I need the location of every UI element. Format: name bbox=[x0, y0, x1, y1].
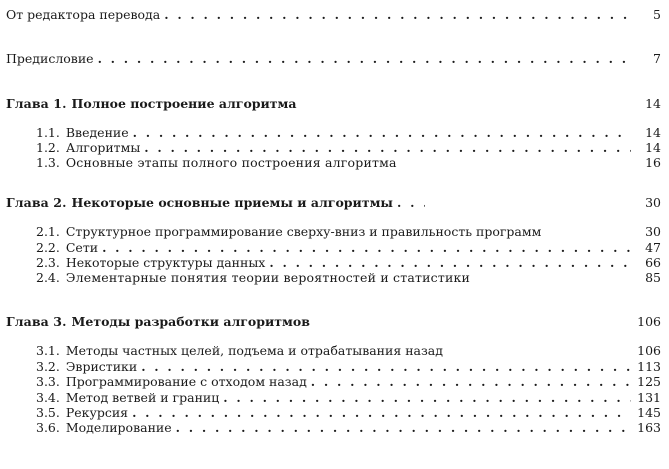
dot-leader bbox=[144, 141, 631, 155]
page-number: 14 bbox=[645, 125, 661, 140]
dot-leader bbox=[98, 52, 631, 66]
page-number: 7 bbox=[653, 51, 661, 66]
page-number: 131 bbox=[637, 390, 661, 405]
section-title: Программирование с отходом назад bbox=[65, 374, 307, 389]
toc-chapter-1 bbox=[6, 95, 661, 111]
section-number: 2.3. bbox=[36, 255, 60, 270]
dot-leader bbox=[132, 406, 631, 420]
section-title: Методы частных целей, подъема и отрабатывания назад bbox=[65, 343, 443, 358]
toc-section bbox=[36, 419, 661, 435]
dot-leader bbox=[176, 421, 631, 435]
page-number: 106 bbox=[637, 343, 661, 358]
dot-leader bbox=[141, 360, 631, 374]
section-number: 1.2. bbox=[36, 140, 60, 155]
section-title: Структурное программирование сверху-вниз и правильность программ bbox=[65, 224, 542, 239]
dot-leader bbox=[311, 375, 631, 389]
dot-leader bbox=[102, 241, 631, 255]
section-number: 1.1. bbox=[36, 125, 60, 140]
section-title: Моделирование bbox=[65, 420, 172, 435]
page-number: 30 bbox=[645, 195, 661, 210]
toc-section bbox=[36, 342, 661, 358]
page-number: 14 bbox=[645, 140, 661, 155]
section-number: 3.1. bbox=[36, 343, 60, 358]
chapter-label: Глава 3. bbox=[6, 314, 67, 329]
toc-section bbox=[36, 389, 661, 405]
page-number: 30 bbox=[645, 224, 661, 239]
toc-section bbox=[36, 124, 661, 140]
leader-space bbox=[433, 196, 631, 210]
page-number: 106 bbox=[637, 314, 661, 329]
chapter-label: Глава 1. bbox=[6, 96, 67, 111]
toc-entry-front-editor bbox=[6, 6, 661, 22]
section-title: Некоторые структуры данных bbox=[65, 255, 266, 270]
section-number: 1.3. bbox=[36, 155, 60, 170]
chapter-label: Глава 2. bbox=[6, 195, 67, 210]
leader-space bbox=[301, 97, 631, 111]
section-title: Метод ветвей и границ bbox=[65, 390, 220, 405]
page-number: 85 bbox=[645, 270, 661, 285]
toc-chapter-3 bbox=[6, 313, 661, 329]
leader-space bbox=[545, 225, 631, 239]
section-title: Алгоритмы bbox=[65, 140, 141, 155]
section-number: 3.3. bbox=[36, 374, 60, 389]
leader-space bbox=[474, 271, 631, 285]
section-number: 3.2. bbox=[36, 359, 60, 374]
toc-section bbox=[36, 269, 661, 285]
section-title: Элементарные понятия теории вероятностей и статистики bbox=[65, 270, 471, 285]
dot-leader bbox=[164, 8, 631, 22]
toc-section bbox=[36, 358, 661, 374]
page-number: 113 bbox=[637, 359, 661, 374]
page-number: 5 bbox=[653, 7, 661, 22]
page-number: 66 bbox=[645, 255, 661, 270]
dot-leader bbox=[397, 196, 425, 210]
page-number: 163 bbox=[637, 420, 661, 435]
toc-section bbox=[36, 154, 661, 170]
leader-space bbox=[447, 344, 631, 358]
page-number: 125 bbox=[637, 374, 661, 389]
section-title: Основные этапы полного построения алгоритма bbox=[65, 155, 397, 170]
section-title: Сети bbox=[65, 240, 99, 255]
entry-title: От редактора перевода bbox=[6, 7, 161, 22]
page-number: 16 bbox=[645, 155, 661, 170]
toc-chapter-2 bbox=[6, 194, 661, 210]
chapter-title: Методы разработки алгоритмов bbox=[71, 314, 310, 329]
toc-section bbox=[36, 254, 661, 270]
section-title: Рекурсия bbox=[65, 405, 129, 420]
toc-section bbox=[36, 139, 661, 155]
dot-leader bbox=[133, 126, 631, 140]
section-number: 3.4. bbox=[36, 390, 60, 405]
toc-section bbox=[36, 239, 661, 255]
section-title: Эвристики bbox=[65, 359, 138, 374]
page-number: 47 bbox=[645, 240, 661, 255]
page-number: 145 bbox=[637, 405, 661, 420]
section-number: 2.2. bbox=[36, 240, 60, 255]
page-number: 14 bbox=[645, 96, 661, 111]
chapter-title: Полное построение алгоритма bbox=[71, 96, 297, 111]
chapter-title: Некоторые основные приемы и алгоритмы bbox=[71, 195, 393, 210]
toc-section bbox=[36, 373, 661, 389]
dot-leader bbox=[223, 391, 631, 405]
section-number: 2.4. bbox=[36, 270, 60, 285]
section-number: 3.6. bbox=[36, 420, 60, 435]
leader-space bbox=[314, 315, 631, 329]
dot-leader bbox=[269, 256, 631, 270]
toc-section bbox=[36, 223, 661, 239]
section-number: 2.1. bbox=[36, 224, 60, 239]
toc-entry-front-preface bbox=[6, 50, 661, 66]
entry-title: Предисловие bbox=[6, 51, 94, 66]
leader-space bbox=[401, 156, 631, 170]
toc-section bbox=[36, 404, 661, 420]
section-number: 3.5. bbox=[36, 405, 60, 420]
section-title: Введение bbox=[65, 125, 129, 140]
